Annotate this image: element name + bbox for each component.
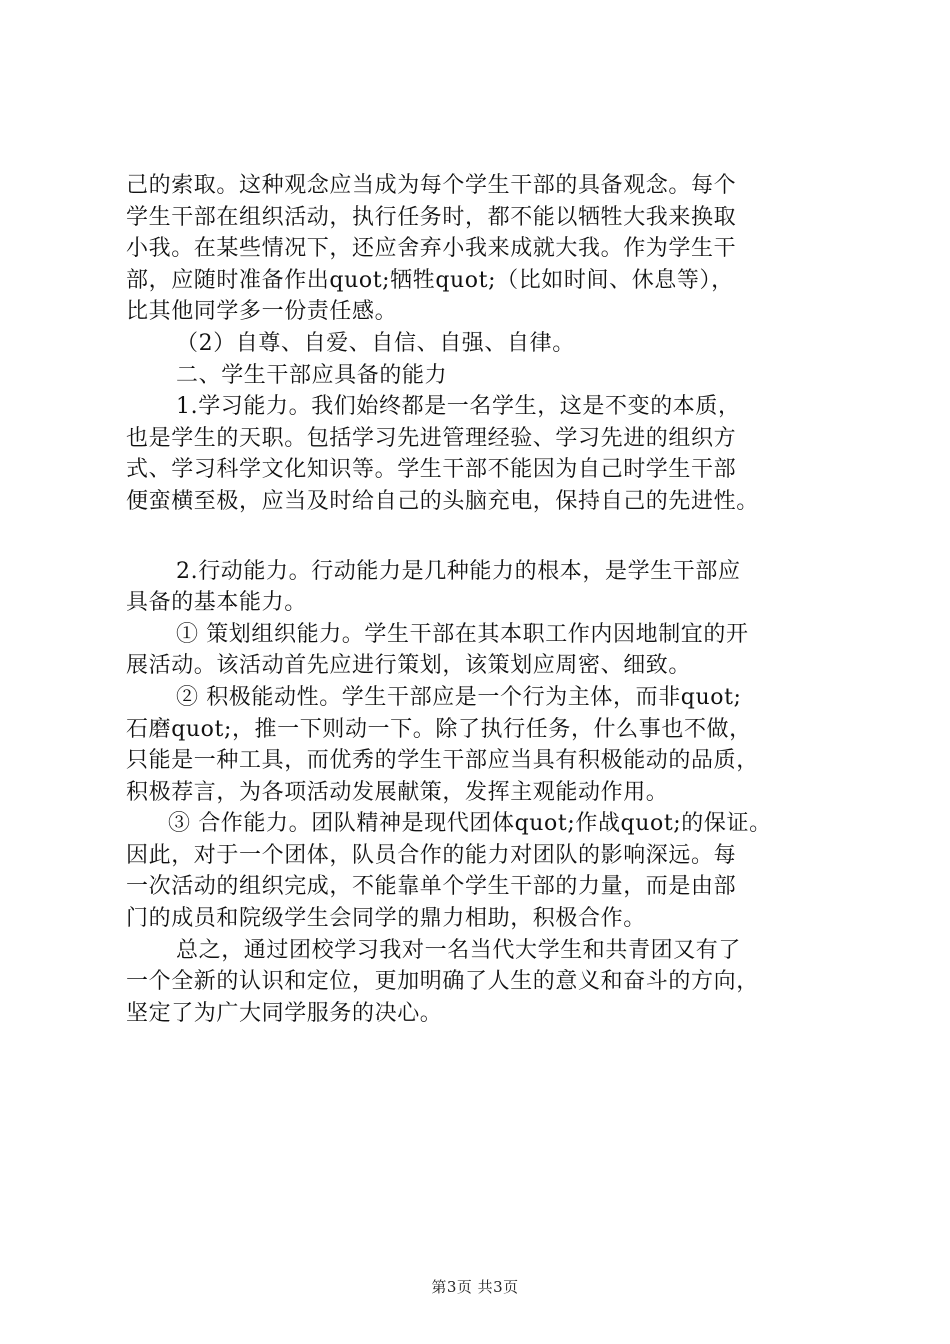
text-line: 展活动。该活动首先应进行策划，该策划应周密、细致。: [126, 653, 692, 679]
text-line: 比其他同学多一份责任感。: [126, 299, 398, 325]
text-line: 便蛮横至极，应当及时给自己的头脑充电，保持自己的先进性。: [126, 488, 759, 514]
text-line: 门的成员和院级学生会同学的鼎力相助，积极合作。: [126, 906, 646, 932]
text-line: 石磨quot;，推一下则动一下。除了执行任务，什么事也不做，: [126, 716, 752, 742]
text-line: 学生干部在组织活动，执行任务时，都不能以牺牲大我来换取: [126, 204, 737, 230]
text-line: 小我。在某些情况下，还应舍弃小我来成就大我。作为学生干: [126, 236, 737, 262]
text-line: 式、学习科学文化知识等。学生干部不能因为自己时学生干部: [126, 457, 737, 483]
text-line: （2）自尊、自爱、自信、自强、自律。: [176, 330, 575, 356]
text-line: 2.行动能力。行动能力是几种能力的根本，是学生干部应: [176, 558, 741, 584]
text-line: 部，应随时准备作出quot;牺牲quot;（比如时间、休息等），: [126, 267, 734, 293]
page-number-footer: 第3页 共3页: [431, 1278, 519, 1296]
text-line: ② 积极能动性。学生干部应是一个行为主体，而非quot;: [176, 684, 742, 710]
text-line: 己的索取。这种观念应当成为每个学生干部的具备观念。每个: [126, 173, 737, 198]
text-line: 因此，对于一个团体，队员合作的能力对团队的影响深远。每: [126, 842, 737, 868]
text-line: 只能是一种工具，而优秀的学生干部应当具有积极能动的品质，: [126, 748, 759, 774]
text-line: 一个全新的认识和定位，更加明确了人生的意义和奋斗的方向，: [126, 969, 759, 995]
text-line: 积极荐言，为各项活动发展献策，发挥主观能动作用。: [126, 779, 669, 805]
document-body: [126, 170, 836, 1029]
text-line: 具备的基本能力。: [126, 590, 307, 616]
text-line: ③ 合作能力。团队精神是现代团体quot;作战quot;的保证。: [168, 811, 772, 837]
text-line: 也是学生的天职。包括学习先进管理经验、学习先进的组织方: [126, 425, 737, 451]
section-heading: 二、学生干部应具备的能力: [176, 362, 448, 388]
paragraph-gap: [126, 518, 836, 556]
text-line: 一次活动的组织完成，不能靠单个学生干部的力量，而是由部: [126, 874, 737, 900]
text-line: 1.学习能力。我们始终都是一名学生，这是不变的本质，: [176, 394, 741, 420]
text-line: 坚定了为广大同学服务的决心。: [126, 1000, 443, 1026]
text-line: 总之，通过团校学习我对一名当代大学生和共青团又有了: [176, 937, 742, 963]
text-line: ① 策划组织能力。学生干部在其本职工作内因地制宜的开: [176, 621, 749, 647]
